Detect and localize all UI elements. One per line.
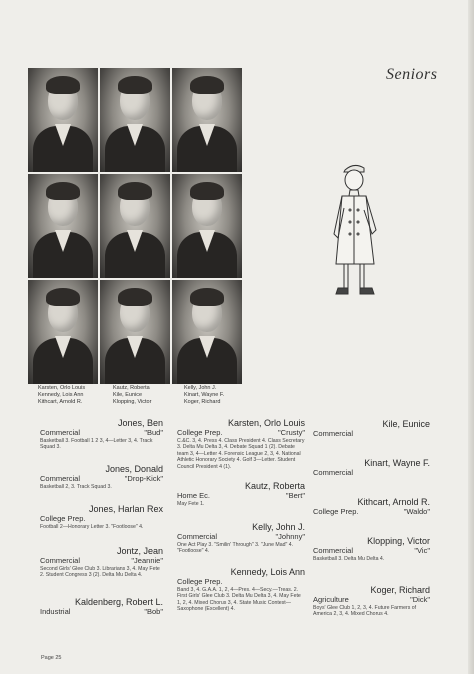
entry-koger <box>313 585 430 618</box>
entry-course: Commercial <box>313 429 354 438</box>
caption-item: Klopping, Victor <box>113 399 152 405</box>
entry-name: Jones, Donald <box>105 464 163 474</box>
entry-karsten <box>177 418 305 470</box>
entry-course: Agriculture <box>313 595 349 604</box>
entry-jones-ben <box>40 418 163 451</box>
entry-nickname: "Bert" <box>285 491 305 500</box>
entry-activities: Basketball 2, 3. Track Squad 3. <box>40 484 112 490</box>
entry-name: Karsten, Orlo Louis <box>227 418 305 428</box>
portrait-kelly <box>172 68 242 172</box>
entry-name: Kautz, Roberta <box>244 481 305 491</box>
entry-name: Kinart, Wayne F. <box>364 458 430 468</box>
entry-activities: Band 3, 4. G.A.A. 1, 2, 4—Pres. 4—Secy.—Treas. 2. First Girls' Glee Club 3. Delta Mu Delta 3, 4. May Fete 1, 2, 4. Mixed Chorus 3, 4. State Music Contest—Saxophone (Excellent) 4. <box>177 587 301 613</box>
caption-item: Kennedy, Lois Ann <box>38 392 84 398</box>
caption-item: Kelly, John J. <box>184 385 217 391</box>
entry-course: Commercial <box>313 468 354 477</box>
caption-column <box>113 385 151 406</box>
entry-activities: One Act Play 3. "Smilin' Through" 3. "June Mad" 4. "Footloose" 4. <box>177 542 294 555</box>
portrait-grid <box>28 68 244 382</box>
entry-name: Kelly, John J. <box>252 522 305 532</box>
entry-kelly <box>177 522 305 555</box>
portrait-klopping <box>100 280 170 384</box>
entry-name: Kaldenberg, Robert L. <box>74 597 163 607</box>
page-number: Page 25 <box>41 655 62 661</box>
caption-item: Koger, Richard <box>184 399 221 405</box>
entry-activities: C.&C. 3, 4. Press 4. Class President 4. Class Secretary 3. Delta Mu Delta 3, 4. Debate Squad 1 (2). Debate team 3, 4—Letter 4. Forensic League 2, 3, 4. National Athletic Honorary Society 4. Golf 3—Letter. Student Council President 4 (1). <box>177 438 305 470</box>
entry-name: Kennedy, Lois Ann <box>230 567 305 577</box>
portrait-karsten <box>28 68 98 172</box>
entry-nickname: "Drop-Kick" <box>124 474 163 483</box>
entry-course: College Prep. <box>177 428 223 437</box>
section-title: Seniors <box>386 66 438 83</box>
entry-activities: Second Girls' Glee Club 3. Librarians 3, 4. May Fete 2. Student Congress 3 (2). Delta Mu Delta 4. <box>40 566 160 579</box>
entry-activities: Basketball 3. Football 1 2 3, 4—Letter 3, 4. Track Squad 3. <box>40 438 153 451</box>
entry-course: Commercial <box>313 546 354 555</box>
entry-kennedy <box>177 567 305 613</box>
caption-column <box>184 385 224 406</box>
entry-kinart <box>313 458 430 478</box>
entry-course: College Prep. <box>313 507 359 516</box>
entry-course: Commercial <box>40 474 81 483</box>
portrait-kautz <box>100 68 170 172</box>
entry-activities: May Fete 1. <box>177 501 205 507</box>
entry-kile <box>313 419 430 439</box>
entry-course: College Prep. <box>177 577 223 586</box>
entry-course: Commercial <box>40 428 81 437</box>
entry-kithcart <box>313 497 430 517</box>
page-edge <box>468 0 474 674</box>
entry-nickname: "Vic" <box>414 546 430 555</box>
portrait-kinart <box>172 174 242 278</box>
entry-name: Kile, Eunice <box>382 419 430 429</box>
caption-item: Kile, Eunice <box>113 392 143 398</box>
entry-jones-harlan <box>40 504 163 530</box>
entry-activities: Boys' Glee Club 1, 2, 3, 4. Future Farmers of America 2, 3, 4. Mixed Chorus 4. <box>313 605 417 618</box>
entry-course: College Prep. <box>40 514 86 523</box>
entry-jones-donald <box>40 464 163 490</box>
caption-item: Karsten, Orlo Louis <box>38 385 86 391</box>
caption-item: Kautz, Roberta <box>113 385 150 391</box>
boy-sketch-illustration <box>326 160 384 300</box>
entry-kautz <box>177 481 305 507</box>
entry-nickname: "Dick" <box>410 595 430 604</box>
entry-nickname: "Bud" <box>144 428 163 437</box>
entry-course: Commercial <box>40 556 81 565</box>
entry-name: Jones, Ben <box>117 418 163 428</box>
entry-nickname: "Jeannie" <box>131 556 163 565</box>
entry-activities: Football 2—Honorary Letter 3. "Footloose" 4. <box>40 524 144 530</box>
entry-course: Commercial <box>177 532 218 541</box>
entry-name: Jontz, Jean <box>116 546 163 556</box>
entry-activities: Basketball 3. Delta Mu Delta 4. <box>313 556 385 562</box>
entry-name: Koger, Richard <box>370 585 430 595</box>
portrait-kile <box>100 174 170 278</box>
entry-jontz-jean <box>40 546 163 579</box>
caption-item: Kinart, Wayne F. <box>184 392 225 398</box>
entry-course: Industrial <box>40 607 71 616</box>
entry-name: Jones, Harlan Rex <box>88 504 163 514</box>
portrait-kithcart <box>28 280 98 384</box>
portrait-koger <box>172 280 242 384</box>
caption-column <box>38 385 85 406</box>
entry-nickname: "Waldo" <box>403 507 430 516</box>
entry-nickname: "Bob" <box>144 607 163 616</box>
entry-course: Home Ec. <box>177 491 210 500</box>
entry-nickname: "Johnny" <box>275 532 305 541</box>
entry-kaldenberg <box>40 597 163 617</box>
entry-name: Kithcart, Arnold R. <box>357 497 430 507</box>
caption-item: Kithcart, Arnold R. <box>38 399 83 405</box>
entry-name: Klopping, Victor <box>367 536 430 546</box>
portrait-kennedy <box>28 174 98 278</box>
entry-nickname: "Crusty" <box>278 428 305 437</box>
entry-klopping <box>313 536 430 562</box>
